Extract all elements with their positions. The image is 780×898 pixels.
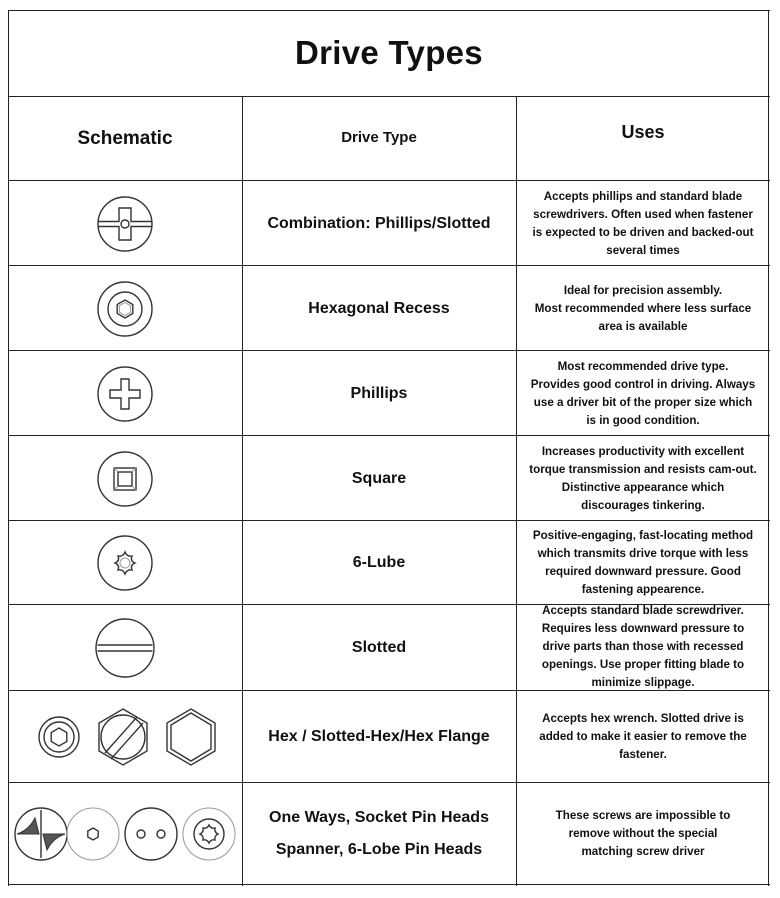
hexagonal-recess-icon xyxy=(95,279,155,339)
square-drive-icon xyxy=(95,449,155,509)
row-divider xyxy=(8,782,770,783)
one-way-socket-spanner-six-lobe-pin-icons xyxy=(11,804,239,864)
uses-line: use a driver bit of the proper size which xyxy=(533,395,753,409)
uses-line: discourages tinkering. xyxy=(581,498,705,512)
drive-type-square: Square xyxy=(351,469,407,487)
uses-line: Distinctive appearance which xyxy=(561,480,725,494)
header-schematic: Schematic xyxy=(77,128,173,149)
table-row-slotted-schematic xyxy=(8,606,242,690)
uses-line: is expected to be driven and backed-out xyxy=(532,225,754,239)
uses-square xyxy=(516,437,770,520)
hex-slotted-hex-flange-icons xyxy=(15,701,235,773)
drive-type-phillips: Phillips xyxy=(350,384,408,402)
uses-hexagonal-recess xyxy=(516,267,770,350)
table-row-hexagonal-schematic xyxy=(8,267,242,350)
table-row-hex-schematic xyxy=(8,692,242,782)
table-row-square-schematic xyxy=(8,437,242,520)
table-row-six-lobe-schematic xyxy=(8,522,242,604)
slotted-icon xyxy=(93,616,157,680)
uses-line: fastener. xyxy=(619,748,667,761)
hex-flange-icon xyxy=(167,709,215,765)
uses-line: Most recommended drive type. xyxy=(557,359,729,373)
six-lobe-pin-icon xyxy=(183,808,235,860)
uses-six-lobe xyxy=(516,522,770,604)
table-row-combination-schematic xyxy=(8,182,242,265)
drive-type-hexagonal-recess: Hexagonal Recess xyxy=(308,299,450,317)
drive-type-one-ways: One Ways, Socket Pin Heads xyxy=(269,809,489,826)
hex-socket-icon xyxy=(39,717,79,757)
uses-line: which transmits drive torque with less xyxy=(537,547,749,560)
uses-slotted xyxy=(516,604,770,690)
table-row-special-schematic xyxy=(8,784,242,884)
uses-line: is in good condition. xyxy=(586,413,700,427)
slotted-hex-icon xyxy=(99,709,147,765)
row-divider xyxy=(8,350,770,351)
uses-line: Accepts hex wrench. Slotted drive is xyxy=(542,712,744,725)
uses-line: These screws are impossible to xyxy=(555,809,731,822)
drive-type-combination: Combination: Phillips/Slotted xyxy=(267,214,491,232)
row-divider xyxy=(8,435,770,436)
drive-type-spanner: Spanner, 6-Lobe Pin Heads xyxy=(275,841,483,858)
spanner-icon xyxy=(125,808,177,860)
uses-line: Most recommended where less surface xyxy=(534,301,752,315)
drive-type-six-lobe: 6-Lube xyxy=(352,554,406,571)
uses-line: matching screw driver xyxy=(581,845,705,858)
uses-line: Accepts standard blade screwdriver. xyxy=(542,604,744,617)
uses-hex xyxy=(516,692,770,782)
socket-pin-icon xyxy=(67,808,119,860)
table-border-bottom xyxy=(8,884,770,885)
uses-line: added to make it easier to remove the xyxy=(539,730,747,743)
uses-special xyxy=(516,784,770,884)
row-divider xyxy=(8,520,770,521)
uses-line: several times xyxy=(606,243,680,257)
uses-line: Ideal for precision assembly. xyxy=(563,283,723,297)
phillips-icon xyxy=(95,364,155,424)
uses-line: Increases productivity with excellent xyxy=(541,444,745,458)
uses-line: required downward pressure. Good xyxy=(545,565,741,578)
uses-line: Accepts phillips and standard blade xyxy=(543,189,743,203)
uses-line: Positive-engaging, fast-locating method xyxy=(532,529,754,542)
combination-phillips-slotted-icon xyxy=(95,194,155,254)
row-divider xyxy=(8,265,770,266)
uses-line: openings. Use proper fitting blade to xyxy=(541,658,745,671)
uses-line: drive parts than those with recessed xyxy=(542,640,744,653)
uses-line: fastening appearence. xyxy=(581,583,705,596)
uses-line: remove without the special xyxy=(568,827,718,840)
page-title: Drive Types xyxy=(295,34,483,71)
uses-line: screwdrivers. Often used when fastener xyxy=(533,207,753,221)
uses-line: area is available xyxy=(598,319,688,333)
header-divider xyxy=(8,180,770,181)
uses-combination xyxy=(516,182,770,265)
uses-line: Provides good control in driving. Always xyxy=(530,377,756,391)
uses-line: minimize slippage. xyxy=(591,676,695,689)
uses-phillips xyxy=(516,352,770,435)
uses-line: Requires less downward pressure to xyxy=(541,622,745,635)
header-drive-type: Drive Type xyxy=(341,128,417,146)
table-row-phillips-schematic xyxy=(8,352,242,435)
drive-type-special xyxy=(242,784,516,884)
drive-type-hex: Hex / Slotted-Hex/Hex Flange xyxy=(268,728,490,745)
uses-line: torque transmission and resists cam-out. xyxy=(529,462,757,476)
six-lobe-icon xyxy=(95,533,155,593)
one-way-icon xyxy=(15,808,67,860)
drive-types-table xyxy=(8,10,770,886)
header-uses: Uses xyxy=(621,121,665,142)
drive-type-slotted: Slotted xyxy=(351,639,407,656)
